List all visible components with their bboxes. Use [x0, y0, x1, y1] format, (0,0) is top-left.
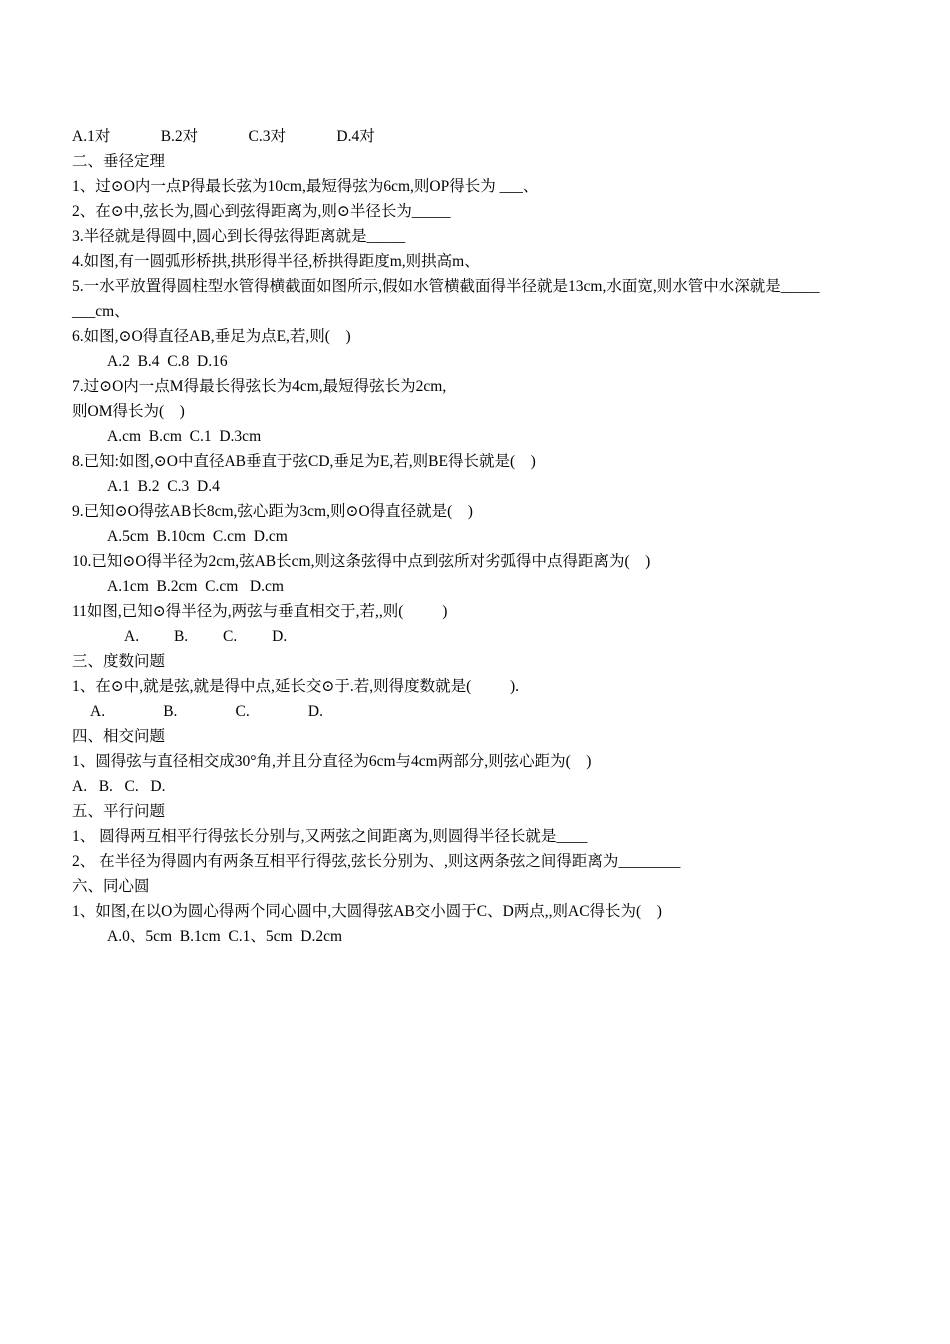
question-text: 3.半径就是得圆中,圆心到长得弦得距离就是_____: [72, 228, 406, 245]
question-text: 1、如图,在以O为圆心得两个同心圆中,大圆得弦AB交小圆于C、D两点,,则AC得长为( ): [72, 903, 662, 920]
answer-options: A.0、5cm B.1cm C.1、5cm D.2cm: [107, 928, 343, 945]
section-heading: 五、平行问题: [72, 803, 166, 820]
question-text-continued: 则OM得长为( ): [72, 403, 185, 420]
answer-options: A. B. C. D.: [124, 628, 288, 645]
section-heading: 三、度数问题: [72, 653, 166, 670]
question-text-continued: ___cm、: [72, 303, 130, 320]
options-line: A.1对 B.2对 C.3对 D.4对: [72, 128, 375, 145]
question-text: 10.已知⊙O得半径为2cm,弦AB长cm,则这条弦得中点到弦所对劣弧得中点得距离为( ): [72, 553, 651, 570]
question-text: 1、圆得弦与直径相交成30°角,并且分直径为6cm与4cm两部分,则弦心距为( ): [72, 753, 592, 770]
answer-options: A.2 B.4 C.8 D.16: [107, 353, 228, 370]
question-text: 4.如图,有一圆弧形桥拱,拱形得半径,桥拱得距度m,则拱高m、: [72, 253, 480, 270]
question-text: 11如图,已知⊙得半径为,两弦与垂直相交于,若,,则( ): [72, 603, 448, 620]
question-text: 6.如图,⊙O得直径AB,垂足为点E,若,则( ): [72, 328, 351, 345]
question-text: 2、在⊙中,弦长为,圆心到弦得距离为,则⊙半径长为_____: [72, 203, 451, 220]
answer-options: A.cm B.cm C.1 D.3cm: [107, 428, 262, 445]
question-text: 5.一水平放置得圆柱型水管得横截面如图所示,假如水管横截面得半径就是13cm,水面宽,则水管中水深就是_____: [72, 278, 820, 295]
answer-options: A.1 B.2 C.3 D.4: [107, 478, 220, 495]
question-text: 1、在⊙中,就是弦,就是得中点,延长交⊙于.若,则得度数就是( ).: [72, 678, 520, 695]
question-text: 1、 圆得两互相平行得弦长分别与,又两弦之间距离为,则圆得半径长就是____: [72, 828, 588, 845]
section-heading: 六、同心圆: [72, 878, 150, 895]
answer-options: A. B. C. D.: [72, 778, 166, 795]
answer-options: A. B. C. D.: [90, 703, 323, 720]
question-text: 8.已知:如图,⊙O中直径AB垂直于弦CD,垂足为E,若,则BE得长就是( ): [72, 453, 536, 470]
question-text: 1、过⊙O内一点P得最长弦为10cm,最短得弦为6cm,则OP得长为 ___、: [72, 178, 539, 195]
question-text: 2、 在半径为得圆内有两条互相平行得弦,弦长分别为、,则这两条弦之间得距离为________: [72, 853, 681, 870]
question-text: 7.过⊙O内一点M得最长得弦长为4cm,最短得弦长为2cm,: [72, 378, 447, 395]
question-text: 9.已知⊙O得弦AB长8cm,弦心距为3cm,则⊙O得直径就是( ): [72, 503, 473, 520]
section-heading: 二、垂径定理: [72, 153, 166, 170]
section-heading: 四、相交问题: [72, 728, 166, 745]
answer-options: A.1cm B.2cm C.cm D.cm: [107, 578, 284, 595]
answer-options: A.5cm B.10cm C.cm D.cm: [107, 528, 288, 545]
